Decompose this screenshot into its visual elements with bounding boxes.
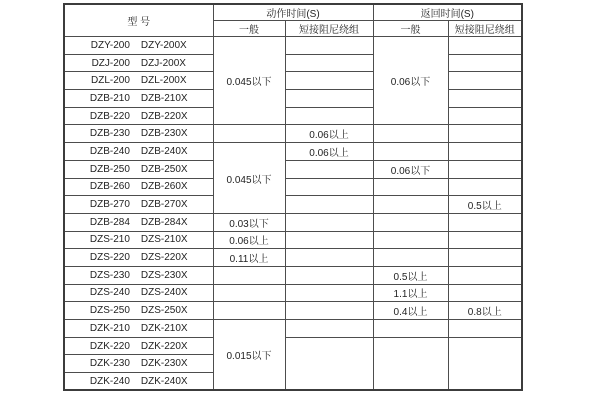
model-name: DZK-220 bbox=[89, 340, 130, 352]
model-name-x-variant: DZB-284X bbox=[140, 216, 188, 228]
table-row bbox=[64, 249, 522, 267]
value-cell-ret-damped bbox=[448, 337, 522, 390]
model-name: DZB-230 bbox=[89, 128, 130, 140]
value-cell-act-general bbox=[213, 125, 285, 143]
value-cell-ret-damped bbox=[448, 90, 522, 108]
table-row bbox=[64, 337, 522, 355]
table-row bbox=[64, 266, 522, 284]
header-return-damped-winding: 短接阻尼绕组 bbox=[448, 21, 522, 37]
value-cell-act-damped bbox=[285, 37, 373, 55]
value-cell-act-general: 0.06以上 bbox=[213, 231, 285, 249]
table-row bbox=[64, 320, 522, 338]
model-cell bbox=[64, 72, 213, 90]
value-cell-act-damped bbox=[285, 320, 373, 338]
model-cell bbox=[64, 266, 213, 284]
model-name-x-variant: DZK-210X bbox=[140, 322, 188, 334]
value-cell-ret-general bbox=[373, 320, 448, 338]
model-name: DZK-240 bbox=[89, 375, 130, 387]
model-name: DZS-220 bbox=[89, 252, 130, 264]
model-name-x-variant: DZS-230X bbox=[140, 269, 188, 281]
value-cell-ret-general bbox=[373, 143, 448, 161]
table-row bbox=[64, 196, 522, 214]
value-cell-ret-damped bbox=[448, 37, 522, 55]
value-cell-ret-damped bbox=[448, 72, 522, 90]
model-name: DZK-230 bbox=[89, 358, 130, 370]
model-name-x-variant: DZB-270X bbox=[140, 199, 188, 211]
table-row bbox=[64, 90, 522, 108]
table-row bbox=[64, 54, 522, 72]
model-cell bbox=[64, 302, 213, 320]
value-cell-act-general: 0.11以上 bbox=[213, 249, 285, 267]
value-cell-ret-damped bbox=[448, 107, 522, 125]
model-name-x-variant: DZB-220X bbox=[140, 110, 188, 122]
spec-table bbox=[63, 3, 523, 391]
model-name-x-variant: DZS-240X bbox=[140, 287, 188, 299]
model-name-x-variant: DZY-200X bbox=[140, 39, 187, 51]
header-return-time: 返回时间(S) bbox=[373, 4, 522, 21]
value-cell-act-damped bbox=[285, 107, 373, 125]
model-cell bbox=[64, 160, 213, 178]
value-cell-act-damped bbox=[285, 337, 373, 390]
table-row bbox=[64, 143, 522, 161]
value-cell-ret-general bbox=[373, 178, 448, 196]
value-cell-ret-damped bbox=[448, 284, 522, 302]
table-row bbox=[64, 107, 522, 125]
model-cell bbox=[64, 231, 213, 249]
table-row bbox=[64, 284, 522, 302]
model-name: DZK-210 bbox=[89, 322, 130, 334]
value-cell-ret-general: 0.4以上 bbox=[373, 302, 448, 320]
value-cell-ret-general bbox=[373, 125, 448, 143]
model-name: DZB-210 bbox=[89, 92, 130, 104]
model-name: DZS-230 bbox=[89, 269, 130, 281]
value-cell-act-damped: 0.06以上 bbox=[285, 125, 373, 143]
value-cell-ret-damped bbox=[448, 320, 522, 338]
value-cell-act-general: 0.015以下 bbox=[213, 320, 285, 391]
model-cell bbox=[64, 125, 213, 143]
value-cell-act-damped bbox=[285, 54, 373, 72]
value-cell-act-general bbox=[213, 266, 285, 284]
model-cell bbox=[64, 54, 213, 72]
model-name: DZJ-200 bbox=[91, 57, 130, 69]
model-name-x-variant: DZB-240X bbox=[140, 145, 188, 157]
model-cell bbox=[64, 284, 213, 302]
model-cell bbox=[64, 213, 213, 231]
model-name: DZY-200 bbox=[90, 39, 130, 51]
model-cell bbox=[64, 143, 213, 161]
value-cell-act-general: 0.03以下 bbox=[213, 213, 285, 231]
value-cell-ret-general: 0.06以下 bbox=[373, 37, 448, 125]
header-return-general: 一般 bbox=[373, 21, 448, 37]
value-cell-act-damped bbox=[285, 249, 373, 267]
header-row-groups bbox=[64, 4, 522, 21]
model-name-x-variant: DZK-230X bbox=[140, 358, 188, 370]
model-name: DZB-240 bbox=[89, 145, 130, 157]
value-cell-act-general: 0.045以下 bbox=[213, 143, 285, 214]
model-cell bbox=[64, 178, 213, 196]
model-cell bbox=[64, 90, 213, 108]
table-header bbox=[64, 4, 522, 37]
value-cell-act-damped bbox=[285, 231, 373, 249]
value-cell-ret-damped bbox=[448, 54, 522, 72]
value-cell-ret-general bbox=[373, 337, 448, 390]
value-cell-act-damped bbox=[285, 160, 373, 178]
table-row bbox=[64, 302, 522, 320]
value-cell-ret-damped bbox=[448, 160, 522, 178]
value-cell-act-damped bbox=[285, 72, 373, 90]
value-cell-ret-damped: 0.8以上 bbox=[448, 302, 522, 320]
value-cell-ret-damped bbox=[448, 178, 522, 196]
model-cell bbox=[64, 107, 213, 125]
model-name: DZB-260 bbox=[89, 181, 130, 193]
value-cell-ret-damped bbox=[448, 143, 522, 161]
value-cell-ret-general bbox=[373, 231, 448, 249]
value-cell-ret-general bbox=[373, 249, 448, 267]
table-row bbox=[64, 178, 522, 196]
model-name: DZS-210 bbox=[89, 234, 130, 246]
model-name: DZB-250 bbox=[89, 163, 130, 175]
header-action-general: 一般 bbox=[213, 21, 285, 37]
value-cell-ret-damped bbox=[448, 125, 522, 143]
model-cell bbox=[64, 337, 213, 355]
model-name-x-variant: DZS-210X bbox=[140, 234, 188, 246]
value-cell-act-general bbox=[213, 284, 285, 302]
value-cell-ret-damped bbox=[448, 213, 522, 231]
value-cell-ret-damped: 0.5以上 bbox=[448, 196, 522, 214]
value-cell-act-damped: 0.06以上 bbox=[285, 143, 373, 161]
model-name-x-variant: DZB-210X bbox=[140, 92, 188, 104]
table-body bbox=[64, 37, 522, 391]
value-cell-ret-damped bbox=[448, 231, 522, 249]
value-cell-act-damped bbox=[285, 284, 373, 302]
model-name-x-variant: DZK-240X bbox=[140, 375, 188, 387]
table-row bbox=[64, 231, 522, 249]
value-cell-ret-general: 0.06以下 bbox=[373, 160, 448, 178]
model-cell bbox=[64, 37, 213, 55]
value-cell-ret-general bbox=[373, 196, 448, 214]
model-name: DZS-240 bbox=[89, 287, 130, 299]
model-name-x-variant: DZB-230X bbox=[140, 128, 188, 140]
value-cell-act-damped bbox=[285, 302, 373, 320]
header-action-time: 动作时间(S) bbox=[213, 4, 373, 21]
model-name-x-variant: DZB-260X bbox=[140, 181, 188, 193]
table-row bbox=[64, 160, 522, 178]
model-name: DZB-220 bbox=[89, 110, 130, 122]
table-row bbox=[64, 213, 522, 231]
value-cell-ret-damped bbox=[448, 249, 522, 267]
model-name-x-variant: DZK-220X bbox=[140, 340, 188, 352]
model-name: DZL-200 bbox=[91, 75, 130, 87]
value-cell-act-damped bbox=[285, 196, 373, 214]
model-cell bbox=[64, 373, 213, 391]
value-cell-ret-general: 1.1以上 bbox=[373, 284, 448, 302]
model-name-x-variant: DZB-250X bbox=[140, 163, 188, 175]
value-cell-act-general: 0.045以下 bbox=[213, 37, 285, 125]
table-row bbox=[64, 72, 522, 90]
value-cell-act-damped bbox=[285, 178, 373, 196]
header-model: 型 号 bbox=[64, 4, 213, 37]
header-action-damped-winding: 短接阻尼绕组 bbox=[285, 21, 373, 37]
model-cell bbox=[64, 249, 213, 267]
model-cell bbox=[64, 196, 213, 214]
model-name: DZB-284 bbox=[89, 216, 130, 228]
value-cell-act-general bbox=[213, 302, 285, 320]
model-name: DZB-270 bbox=[89, 199, 130, 211]
table-row bbox=[64, 125, 522, 143]
model-name-x-variant: DZJ-200X bbox=[140, 57, 186, 69]
model-cell bbox=[64, 320, 213, 338]
value-cell-act-damped bbox=[285, 90, 373, 108]
spec-table-container bbox=[63, 3, 523, 391]
model-name: DZS-250 bbox=[89, 305, 130, 317]
value-cell-act-damped bbox=[285, 213, 373, 231]
model-name-x-variant: DZL-200X bbox=[140, 75, 187, 87]
value-cell-ret-damped bbox=[448, 266, 522, 284]
value-cell-act-damped bbox=[285, 266, 373, 284]
model-name-x-variant: DZS-250X bbox=[140, 305, 188, 317]
value-cell-ret-general: 0.5以上 bbox=[373, 266, 448, 284]
table-row bbox=[64, 37, 522, 55]
value-cell-ret-general bbox=[373, 213, 448, 231]
model-name-x-variant: DZS-220X bbox=[140, 252, 188, 264]
model-cell bbox=[64, 355, 213, 373]
